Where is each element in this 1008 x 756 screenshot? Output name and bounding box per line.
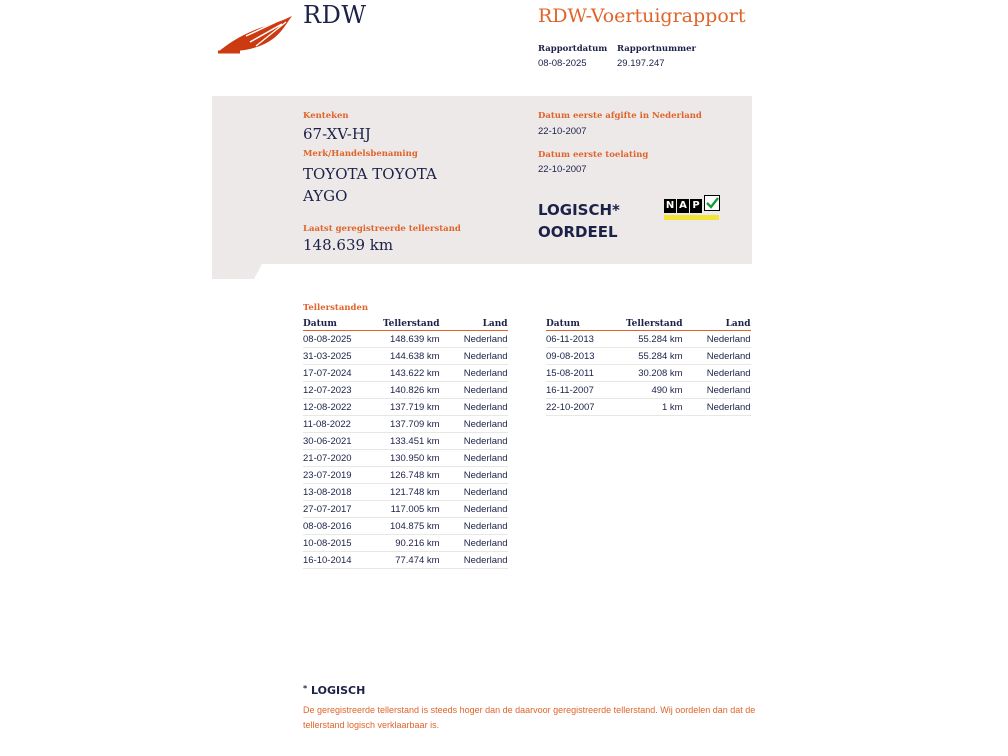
plate-label: Kenteken: [303, 111, 349, 121]
reading-date: 08-08-2016: [303, 518, 383, 535]
reading-date: 30-06-2021: [303, 433, 383, 450]
reading-country: Nederland: [440, 348, 508, 365]
footnote-text: De geregistreerde tellerstand is steeds hoger dan de daarvoor geregistreerde tellerstand. Wij oordelen dan dat de tellerstand logisch verklaarbaar is.: [303, 705, 756, 730]
reading-country: Nederland: [683, 382, 751, 399]
make-value-line1: TOYOTA TOYOTA: [303, 165, 437, 183]
footnote-title-text: LOGISCH: [311, 684, 366, 697]
reading-row: [546, 348, 751, 365]
reading-row: [303, 450, 508, 467]
report-title: RDW-Voertuigrapport: [538, 5, 746, 27]
reading-date: 08-08-2025: [303, 331, 383, 348]
reading-date: 12-08-2022: [303, 399, 383, 416]
reading-odometer: 55.284 km: [626, 348, 683, 365]
last-odometer-value: 148.639 km: [303, 236, 394, 254]
first-issue-nl-value: 22-10-2007: [538, 126, 587, 137]
reading-date: 27-07-2017: [303, 501, 383, 518]
checkmark-icon: [704, 195, 720, 211]
verdict-line1: LOGISCH*: [538, 201, 620, 219]
reading-odometer: 130.950 km: [383, 450, 440, 467]
reading-date: 15-08-2011: [546, 365, 626, 382]
reading-country: Nederland: [683, 331, 751, 348]
reading-row: [303, 501, 508, 518]
panel-notch: [212, 263, 752, 279]
readings-table-left: [303, 317, 508, 569]
reading-odometer: 137.709 km: [383, 416, 440, 433]
reading-date: 12-07-2023: [303, 382, 383, 399]
col-odometer-header: Tellerstand: [626, 318, 683, 329]
nap-letter-p: P: [690, 199, 702, 213]
reading-country: Nederland: [440, 416, 508, 433]
reading-country: Nederland: [440, 450, 508, 467]
reading-country: Nederland: [440, 552, 508, 569]
reading-odometer: 126.748 km: [383, 467, 440, 484]
reading-date: 16-11-2007: [546, 382, 626, 399]
reading-odometer: 144.638 km: [383, 348, 440, 365]
reading-odometer: 30.208 km: [626, 365, 683, 382]
reading-row: [546, 365, 751, 382]
reading-row: [303, 484, 508, 501]
reading-date: 10-08-2015: [303, 535, 383, 552]
reading-odometer: 104.875 km: [383, 518, 440, 535]
reading-country: Nederland: [440, 399, 508, 416]
brand-name: RDW: [303, 1, 367, 29]
nap-letter-n: N: [665, 200, 675, 211]
reading-odometer: 490 km: [626, 382, 683, 399]
reading-row: [303, 552, 508, 569]
reading-row: [303, 433, 508, 450]
reading-date: 11-08-2022: [303, 416, 383, 433]
reading-country: Nederland: [440, 433, 508, 450]
reading-country: Nederland: [440, 365, 508, 382]
report-date: 08-08-2025: [538, 58, 587, 69]
report-date-label: Rapportdatum: [538, 44, 608, 54]
reading-odometer: 148.639 km: [383, 331, 440, 348]
col-odometer-header: Tellerstand: [383, 318, 440, 329]
readings-title: Tellerstanden: [303, 303, 369, 313]
reading-row: [546, 331, 751, 348]
readings-table-right: [546, 317, 751, 416]
vehicle-summary-panel: [212, 96, 752, 264]
reading-odometer: 117.005 km: [383, 501, 440, 518]
verdict-line2: OORDEEL: [538, 223, 618, 241]
reading-country: Nederland: [440, 518, 508, 535]
reading-row: [546, 399, 751, 416]
reading-row: [303, 399, 508, 416]
reading-row: [303, 331, 508, 348]
reading-country: Nederland: [440, 382, 508, 399]
footnote-title: [303, 684, 365, 697]
footnote-asterisk: *: [303, 684, 308, 693]
reading-date: 06-11-2013: [546, 331, 626, 348]
reading-date: 23-07-2019: [303, 467, 383, 484]
nap-letter-a: A: [677, 199, 689, 213]
reading-odometer: 137.719 km: [383, 399, 440, 416]
reading-country: Nederland: [440, 467, 508, 484]
reading-row: [303, 416, 508, 433]
reading-country: Nederland: [440, 331, 508, 348]
plate-value: 67-XV-HJ: [303, 125, 371, 143]
reading-date: 31-03-2025: [303, 348, 383, 365]
reading-row: [303, 535, 508, 552]
col-date-header: Datum: [546, 317, 626, 331]
make-value-line2: AYGO: [303, 187, 348, 205]
reading-odometer: 90.216 km: [383, 535, 440, 552]
rdw-logo-icon: [216, 14, 294, 56]
reading-row: [303, 518, 508, 535]
make-label: Merk/Handelsbenaming: [303, 149, 418, 159]
odometer-verdict: [538, 199, 620, 243]
reading-row: [303, 467, 508, 484]
reading-country: Nederland: [683, 348, 751, 365]
reading-country: Nederland: [440, 535, 508, 552]
reading-row: [303, 348, 508, 365]
reading-odometer: 55.284 km: [626, 331, 683, 348]
first-issue-nl-label: Datum eerste afgifte in Nederland: [538, 111, 702, 121]
reading-date: 09-08-2013: [546, 348, 626, 365]
nap-yellow-bar: [664, 215, 719, 220]
first-admission-value: 22-10-2007: [538, 164, 587, 175]
report-number-label: Rapportnummer: [617, 44, 696, 54]
reading-country: Nederland: [440, 501, 508, 518]
reading-row: [303, 365, 508, 382]
col-country-header: Land: [440, 317, 508, 331]
last-odometer-label: Laatst geregistreerde tellerstand: [303, 224, 461, 234]
reading-odometer: 140.826 km: [383, 382, 440, 399]
reading-date: 21-07-2020: [303, 450, 383, 467]
col-date-header: Datum: [303, 317, 383, 331]
reading-odometer: 143.622 km: [383, 365, 440, 382]
reading-odometer: 133.451 km: [383, 433, 440, 450]
report-number: 29.197.247: [617, 58, 665, 69]
reading-country: Nederland: [683, 399, 751, 416]
reading-country: Nederland: [683, 365, 751, 382]
reading-row: [546, 382, 751, 399]
reading-row: [303, 382, 508, 399]
reading-date: 13-08-2018: [303, 484, 383, 501]
reading-date: 17-07-2024: [303, 365, 383, 382]
nap-logo: [664, 195, 720, 219]
reading-country: Nederland: [440, 484, 508, 501]
col-country-header: Land: [683, 317, 751, 331]
reading-odometer: 77.474 km: [383, 552, 440, 569]
reading-odometer: 121.748 km: [383, 484, 440, 501]
reading-date: 16-10-2014: [303, 552, 383, 569]
reading-odometer: 1 km: [626, 399, 683, 416]
first-admission-label: Datum eerste toelating: [538, 150, 649, 160]
reading-date: 22-10-2007: [546, 399, 626, 416]
